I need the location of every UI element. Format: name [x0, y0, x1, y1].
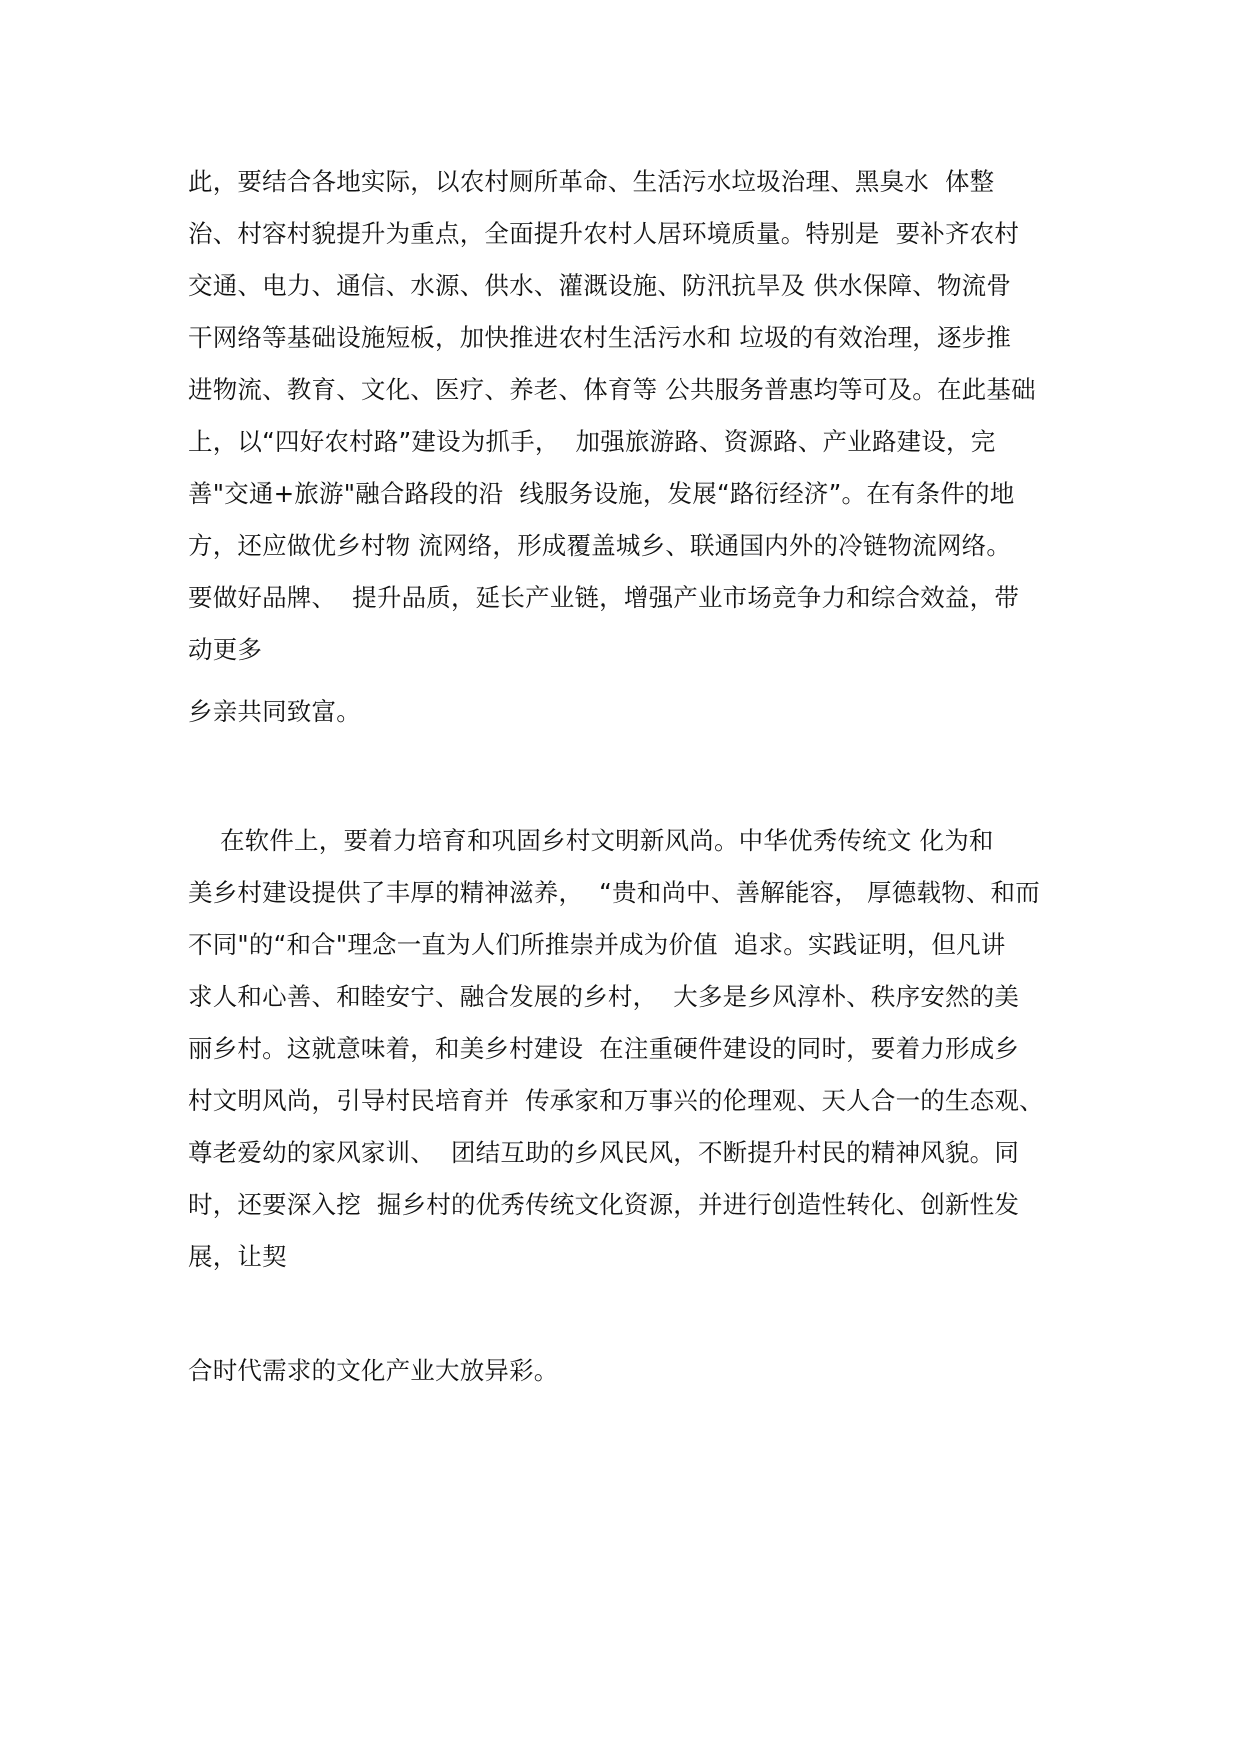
text-line: 村文明风尚，引导村民培育并 传承家和万事兴的伦理观、天人合一的生态观、: [188, 1086, 1044, 1115]
text-line: 时，还要深入挖 掘乡村的优秀传统文化资源，并进行创造性转化、创新性发: [188, 1190, 1020, 1219]
text-line: 此，要结合各地实际，以农村厕所革命、生活污水垃圾治理、黑臭水 体整: [188, 167, 995, 196]
text-line: 展，让契: [188, 1242, 287, 1271]
text-line: 上，以“四好农村路”建设为抓手， 加强旅游路、资源路、产业路建设，完: [188, 427, 996, 456]
text-line: 动更多: [188, 635, 263, 664]
text-line: 要做好品牌、 提升品质，延长产业链，增强产业市场竞争力和综合效益，带: [188, 583, 1020, 612]
paragraph-hard-infrastructure-tail: [188, 686, 1088, 738]
text-line: 美乡村建设提供了丰厚的精神滋养， “贵和尚中、善解能容， 厚德载物、和而: [188, 878, 1040, 907]
text-line: 方，还应做优乡村物 流网络，形成覆盖城乡、联通国内外的冷链物流网络。: [188, 531, 1012, 560]
text-line: 交通、电力、通信、水源、供水、灌溉设施、防汛抗旱及 供水保障、物流骨: [188, 271, 1012, 300]
text-line: 尊老爱幼的家风家训、 团结互助的乡风民风，不断提升村民的精神风貌。同: [188, 1138, 1020, 1167]
text-line: 求人和心善、和睦安宁、融合发展的乡村， 大多是乡风淳朴、秩序安然的美: [188, 982, 1020, 1011]
text-line: 治、村容村貌提升为重点，全面提升农村人居环境质量。特别是 要补齐农村: [188, 219, 1020, 248]
paragraph-hard-infrastructure: [188, 156, 1088, 676]
text-line: 乡亲共同致富。: [188, 697, 361, 726]
text-line: 干网络等基础设施短板，加快推进农村生活污水和 垃圾的有效治理，逐步推: [188, 323, 1012, 352]
text-line: 不同"的“和合"理念一直为人们所推崇并成为价值 追求。实践证明，但凡讲: [188, 930, 1006, 959]
text-line: 善"交通+旅游"融合路段的沿 线服务设施，发展“路衍经济”。在有条件的地: [188, 479, 1015, 508]
paragraph-soft-culture-tail: [188, 1345, 1088, 1397]
text-line: 合时代需求的文化产业大放异彩。: [188, 1356, 559, 1385]
text-line: 丽乡村。这就意味着，和美乡村建设 在注重硬件建设的同时，要着力形成乡: [188, 1034, 1020, 1063]
text-line: 在软件上，要着力培育和巩固乡村文明新风尚。中华优秀传统文 化为和: [188, 826, 994, 855]
text-line: 进物流、教育、文化、医疗、养老、体育等 公共服务普惠均等可及。在此基础: [188, 375, 1036, 404]
paragraph-soft-culture: [188, 815, 1088, 1283]
